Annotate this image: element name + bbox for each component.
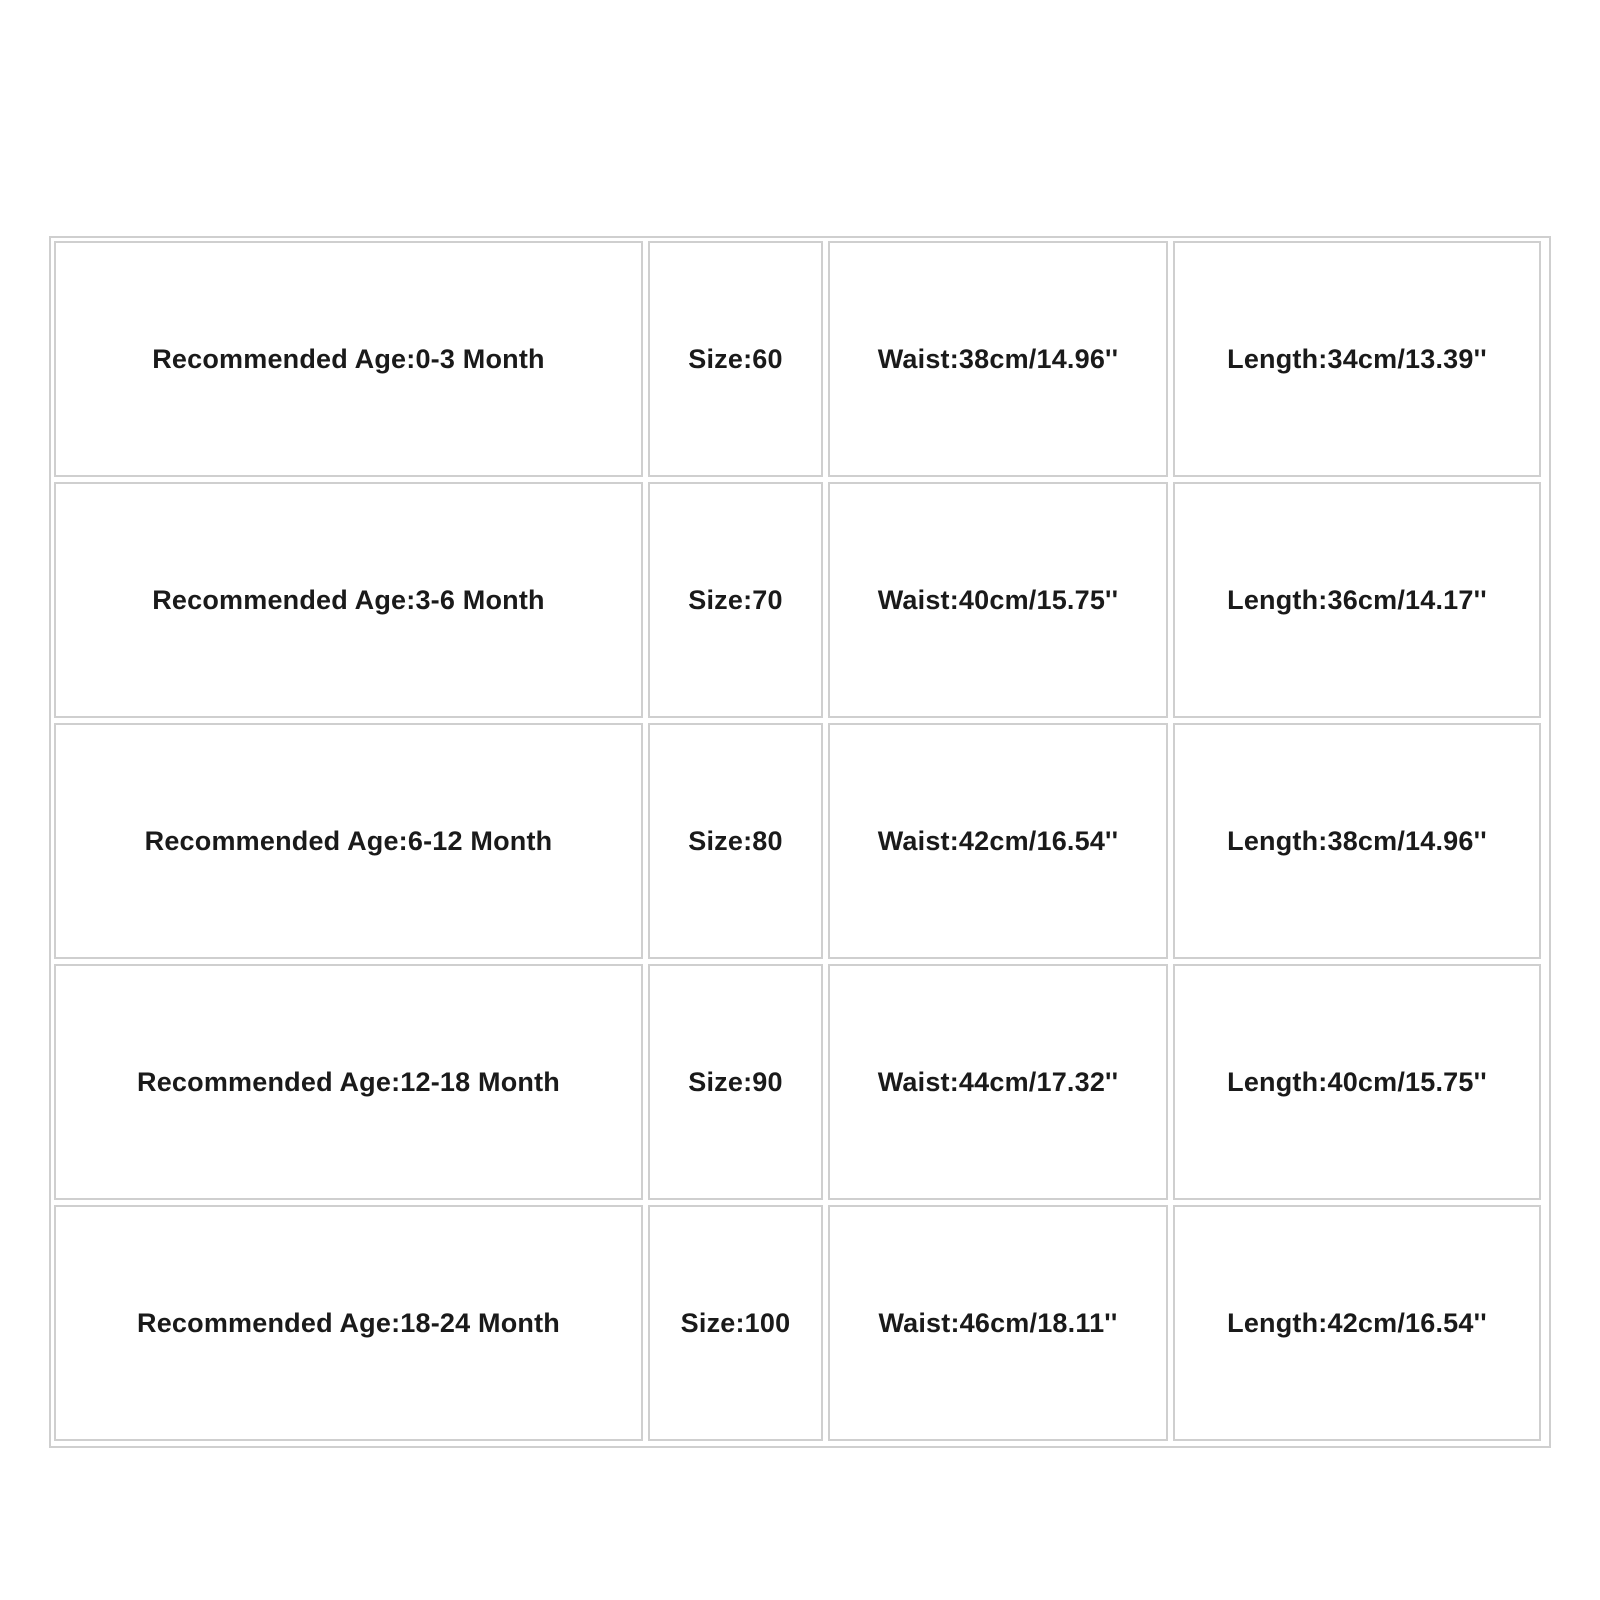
size-chart-grid (49, 236, 1546, 1446)
table-row (54, 1205, 1541, 1441)
size-cell: Size:100 (648, 1205, 823, 1441)
recommended-age-cell: Recommended Age:18-24 Month (54, 1205, 643, 1441)
size-chart-table (49, 236, 1551, 1448)
size-cell: Size:90 (648, 964, 823, 1200)
size-cell: Size:80 (648, 723, 823, 959)
table-row (54, 723, 1541, 959)
waist-cell: Waist:46cm/18.11'' (828, 1205, 1168, 1441)
size-cell: Size:60 (648, 241, 823, 477)
length-cell: Length:40cm/15.75'' (1173, 964, 1541, 1200)
length-cell: Length:36cm/14.17'' (1173, 482, 1541, 718)
waist-cell: Waist:42cm/16.54'' (828, 723, 1168, 959)
waist-cell: Waist:40cm/15.75'' (828, 482, 1168, 718)
length-cell: Length:42cm/16.54'' (1173, 1205, 1541, 1441)
waist-cell: Waist:44cm/17.32'' (828, 964, 1168, 1200)
length-cell: Length:38cm/14.96'' (1173, 723, 1541, 959)
recommended-age-cell: Recommended Age:3-6 Month (54, 482, 643, 718)
recommended-age-cell: Recommended Age:6-12 Month (54, 723, 643, 959)
length-cell: Length:34cm/13.39'' (1173, 241, 1541, 477)
table-row (54, 964, 1541, 1200)
table-row (54, 241, 1541, 477)
recommended-age-cell: Recommended Age:12-18 Month (54, 964, 643, 1200)
recommended-age-cell: Recommended Age:0-3 Month (54, 241, 643, 477)
table-row (54, 482, 1541, 718)
waist-cell: Waist:38cm/14.96'' (828, 241, 1168, 477)
size-cell: Size:70 (648, 482, 823, 718)
